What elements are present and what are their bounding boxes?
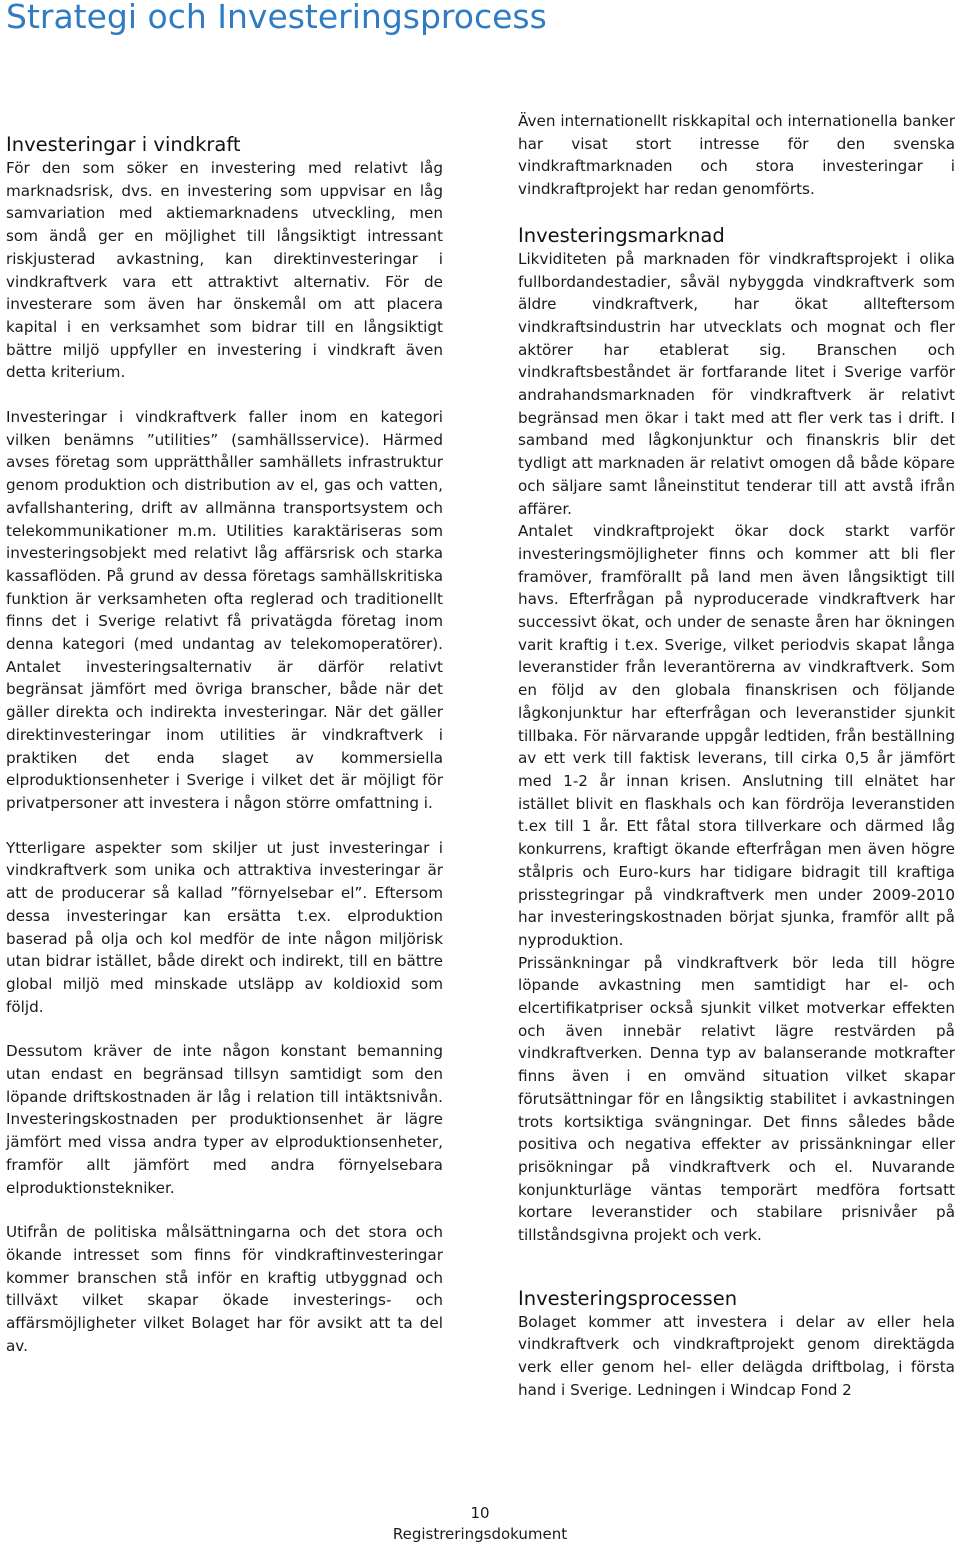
paragraph: Investeringar i vindkraftverk faller inom en kategori vilken benämns ”utilities” (samhällsservice). Härmed avses företag som upprätthåller samhällets infrastruktur genom produktion och distribution av el, gas och vatten, avfallshantering, drift av allmänna transportsystem och telekommunikationer m.m. Utilities karaktäriseras som investeringsobjekt med relativt låg affärsrisk och starka kassaflöden. På grund av dessa företags samhällskritiska funktion är verksamheten ofta reglerad och traditionellt finns det i Sverige relativt få privatägda företag inom denna kategori (med undantag av telekomoperatörer). Antalet investeringsalternativ är därför relativt begränsat jämfört med övriga branscher, både när det gäller direkta och indirekta investeringar. När det gäller direktinvesteringar inom utilities är vindkraftverk i praktiken det enda slaget av kommersiella elproduktionsenheter i Sverige i vilket det är möjligt för privatpersoner att investera i någon större omfattning i.: [6, 408, 443, 812]
paragraph: Dessutom kräver de inte någon konstant bemanning utan endast en begränsad tillsyn samtidigt som den löpande driftskostnaden är låg i relation till intäktsnivån. Investeringskostnaden per produktionsenhet är lägre jämfört med vissa andra typer av elproduktionsenheter, framför allt jämfört med andra förnyelsebara elproduktionstekniker.: [6, 1042, 443, 1197]
paragraph: Likviditeten på marknaden för vindkraftsprojekt i olika fullbordandestadier, såväl nybyggda vindkraftverk som äldre vindkraftverk, har ökat allteftersom vindkraftsindustrin har utvecklats och mognat och fler aktörer har etablerat sig. Branschen och vindkraftsbeståndet är fortfarande litet i Sverige varför andrahandsmarknaden för vindkraftverk är relativt begränsad men ökar i takt med att fler verk tas i drift. I samband med lågkonjunktur och finanskris blir det tydligt att marknaden är relativt omogen då både köpare och säljare samt låneinstitut tenderar till att avstå ifrån affärer.: [518, 249, 955, 518]
page-footer: [0, 1503, 960, 1545]
page-title: Strategi och Investeringsprocess: [6, 0, 547, 36]
document-name: Registreringsdokument: [392, 1525, 568, 1543]
paragraph: Bolaget kommer att investera i delar av eller hela vindkraftverk och vindkraftprojekt genom direktägda verk eller genom hel- eller delägda driftbolag, i första hand i Sverige. Ledningen i Windcap Fond 2: [518, 1312, 955, 1399]
section-heading-investeringsprocessen: Investeringsprocessen: [518, 1286, 738, 1310]
left-column: [6, 133, 443, 1357]
section-heading-investeringar-i-vindkraft: Investeringar i vindkraft: [6, 133, 241, 156]
paragraph: Ytterligare aspekter som skiljer ut just investeringar i vindkraftverk som unika och attraktiva investeringar är att de producerar så kallad ”förnyelsebar el”. Eftersom dessa investeringar kan ersätta t.ex. elproduktion baserad på olja och kol medför de inte någon miljörisk utan bidrar istället, både direkt och indirekt, till en bättre global miljö med minskade utsläpp av koldioxid som följd.: [6, 838, 443, 1016]
page-number: 10: [470, 1504, 490, 1522]
right-column: [518, 110, 955, 1402]
paragraph: Utifrån de politiska målsättningarna och det stora och ökande intresset som finns för vindkraftinvesteringar kommer branschen stå inför en kraftig utbyggnad och tillväxt vilket skapar ökade investerings- och affärsmöjligheter vilket Bolaget har för avsikt att ta del av.: [6, 1223, 443, 1355]
paragraph: För den som söker en investering med relativt låg marknadsrisk, dvs. en investering som uppvisar en låg samvariation med aktiemarknadens utveckling, men som ändå ger en möjlighet till långsiktigt intressant riskjusterad avkastning, kan direktinvesteringar i vindkraftverk vara ett attraktivt alternativ. För de investerare som även har önskemål om att placera kapital i en verksamhet som bidrar till en långsiktigt bättre miljö uppfyller en investering i vindkraft även detta kriterium.: [6, 159, 443, 382]
paragraph: Prissänkningar på vindkraftverk bör leda till högre löpande avkastning men samtidigt har el- och elcertifikatpriser också sjunkit vilket motverkar effekten och även innebär relativt lägre restvärden på vindkraftverken. Denna typ av balanserande motkrafter finns även i en omvänd situation vilket skapar förutsättningar för en långsiktig stabilitet i avkastningen trots kortsiktiga svängningar. Det finns således både positiva och negativa effekter av prissänkningar eller prisökningar på vindkraftverk och el. Nuvarande konjunkturläge väntas temporärt medföra fortsatt kortare leveranstider och stabilare prisnivåer på tillståndsgivna projekt och verk.: [518, 953, 955, 1245]
section-heading-investeringsmarknad: Investeringsmarknad: [518, 223, 725, 247]
paragraph: Även internationellt riskkapital och internationella banker har visat stort intresse för den svenska vindkraftmarknaden och stora investeringar i vindkraftprojekt har redan genomförts.: [518, 112, 955, 199]
paragraph: Antalet vindkraftprojekt ökar dock starkt varför investeringsmöjligheter finns och kommer att bli fler framöver, framförallt på land men även långsiktigt till havs. Efterfrågan på nyproducerade vindkraftverk har successivt ökat, och under de senaste åren har ökningen varit kraftig i t.ex. Sverige, vilket periodvis skapat långa leveranstider från leverantörerna av vindkraftverk. Som en följd av den globala finanskrisen och följande lågkonjunktur har efterfrågan och leveranstider sjunkit tillbaka. För närvarande uppgår ledtiden, från beställning av ett verk till faktisk leverans, till cirka 0,5 år jämfört med 1-2 år innan krisen. Anslutning till elnätet har istället blivit en flaskhals och kan fördröja leveranstiden t.ex till 1 år. Ett fåtal stora tillverkare och därmed låg konkurrens, kraftigt ökande efterfrågan men även högre stålpris och Euro-kurs har tidigare bidragit till kraftiga prisstegringar på vindkraftverk men under 2009-2010 har investeringskostnaden börjat sjunka, framför allt på nyproduktion.: [518, 522, 955, 949]
